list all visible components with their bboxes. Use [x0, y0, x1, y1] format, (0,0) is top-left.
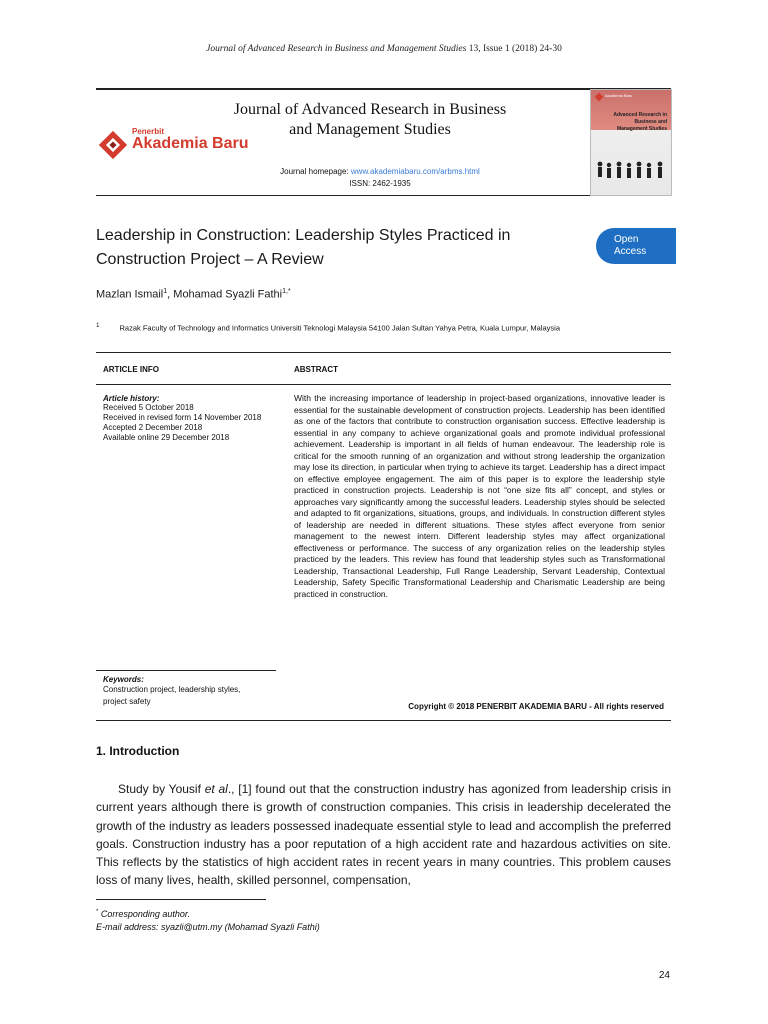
- publisher-logo: [96, 126, 249, 166]
- publisher-logo-icon: [96, 128, 130, 162]
- open-access-line1: Open: [614, 234, 639, 245]
- keywords-list: Construction project, leadership styles, project safety: [103, 685, 241, 706]
- info-bottom-rule: [96, 720, 671, 721]
- author-list: Mazlan Ismail$^1$, Mohamad Syazli Fathi$^{1,*}$: [96, 288, 291, 301]
- abstract-text: With the increasing importance of leadership in project-based organizations, innovative leader is essential for the sustainable development of construction projects. Leadership has been identified as one of the factors that contribute to construction organisation success. Effective leadership is essential in any company to achieve organizational goals and promote individual professional achievement. Leadership is important in all fields of human endeavour. The leadership role is critical for the smooth running of an organization and without strong leadership the organization may lose its direction, in particular when trying to achieve its target. Leadership has a direct impact on effective employee engagement. The aim of this paper is to explore the leadership style practiced in construction projects. Leadership is not “one size fits all” concept, and styles or approaches vary significantly among the successful leaders. Leadership styles should be selected and adapted to fit organizations, situations, groups, and individuals. In construction different styles of leadership are needed in different situations. These styles affect everyone from senior management to the newest intern. Different leadership styles may affect organizational effectiveness or performance. The success of any organization relies on the leadership styles practiced by the leaders. This review has found that leadership styles such as Transformational Leadership, Transactional Leadership, Full Range Leadership, Servant Leadership, Contextual Leadership, Safety Specific Transformational Leadership and Charismatic Leadership are being practiced in construction.: [294, 393, 665, 599]
- keywords-label: Keywords:: [103, 675, 144, 684]
- footnote-corresponding: Corresponding author.: [100, 909, 191, 919]
- running-head-issue: 13, Issue 1 (2018) 24-30: [468, 44, 562, 54]
- author-1-sup: 1: [163, 288, 168, 295]
- paper-title-line2: Construction Project – A Review: [96, 251, 324, 268]
- keywords-rule: [96, 670, 276, 671]
- author-1: Mazlan Ismail: [96, 288, 164, 301]
- article-history-list: [103, 403, 283, 443]
- running-head-journal: Journal of Advanced Research in Business and Management Studies: [206, 44, 467, 54]
- cover-silhouettes-icon: [594, 160, 668, 182]
- article-info-heading: ARTICLE INFO: [103, 365, 159, 374]
- publisher-name: Akademia Baru: [132, 135, 249, 152]
- history-online: Available online 29 December 2018: [103, 433, 230, 442]
- footnote-email: E-mail address: syazli@utm.my (Mohamad Syazli Fathi): [96, 922, 320, 932]
- introduction-paragraph: Study by Yousif et al., [1] found out that the construction industry has agonized from leadership crisis in current years although there is growth of construction companies. This crisis in leadership decelerated the growth of the industry as leaders possessed inadequate essential style to lead and accomplish the preferred goals. Construction industry has a poor reputation of a high accident rate and hazardous activities on site. This reflects by the statistics of high accident rates in recent years in many countries. This problem causes loss of many lives, health, skilled personnel, compensation,: [96, 782, 672, 888]
- homepage-label: Journal homepage:: [280, 167, 349, 176]
- article-history: [103, 394, 283, 443]
- author-2-sup: 1,*: [282, 288, 291, 295]
- page-number: 24: [658, 970, 670, 981]
- cover-publisher: Akademia Baru: [605, 93, 633, 98]
- homepage-link[interactable]: www.akademiabaru.com/arbms.html: [350, 167, 480, 176]
- affiliation-number: 1: [96, 322, 100, 329]
- publisher-small: Penerbit: [132, 127, 165, 136]
- keywords-block: [103, 675, 283, 708]
- paper-title-line1: Leadership in Construction: Leadership Styles Practiced in: [96, 227, 511, 244]
- copyright-notice: Copyright © 2018 PENERBIT AKADEMIA BARU - All rights reserved: [408, 702, 664, 711]
- et-al: et al: [204, 782, 228, 796]
- history-received: Received 5 October 2018: [103, 403, 194, 412]
- journal-homepage-block: [230, 166, 530, 190]
- footnote-marker: *: [96, 909, 99, 915]
- history-accepted: Accepted 2 December 2018: [103, 423, 203, 432]
- masthead-bottom-rule: [96, 195, 671, 196]
- paper-title: [96, 224, 566, 272]
- journal-cover-thumbnail: [590, 89, 672, 196]
- journal-title: [220, 100, 520, 140]
- info-top-rule: [96, 352, 671, 353]
- info-header-rule: [96, 384, 671, 385]
- journal-title-line2: and Management Studies: [289, 121, 451, 138]
- article-history-label: Article history:: [103, 394, 160, 403]
- footnote: [96, 906, 320, 934]
- introduction-heading: 1. Introduction: [96, 744, 180, 758]
- cover-logo-icon: [595, 93, 603, 101]
- issn: ISSN: 2462-1935: [349, 179, 411, 188]
- affiliation-text: Razak Faculty of Technology and Informatics Universiti Teknologi Malaysia 54100 Jalan Sultan Yahya Petra, Kuala Lumpur, Malaysia: [119, 323, 561, 333]
- abstract-heading: ABSTRACT: [294, 365, 338, 374]
- open-access-line2: Access: [614, 246, 647, 257]
- history-revised: Received in revised form 14 November 2018: [103, 413, 262, 422]
- running-head: [0, 44, 768, 54]
- open-access-badge[interactable]: [596, 228, 676, 264]
- cover-title: Advanced Research in Business and Management Studies: [613, 112, 667, 132]
- masthead-top-rule: [96, 88, 671, 90]
- footnote-rule: [96, 899, 266, 900]
- affiliation: [96, 322, 560, 333]
- journal-title-line1: Journal of Advanced Research in Business: [233, 101, 507, 118]
- author-2: Mohamad Syazli Fathi: [173, 288, 283, 301]
